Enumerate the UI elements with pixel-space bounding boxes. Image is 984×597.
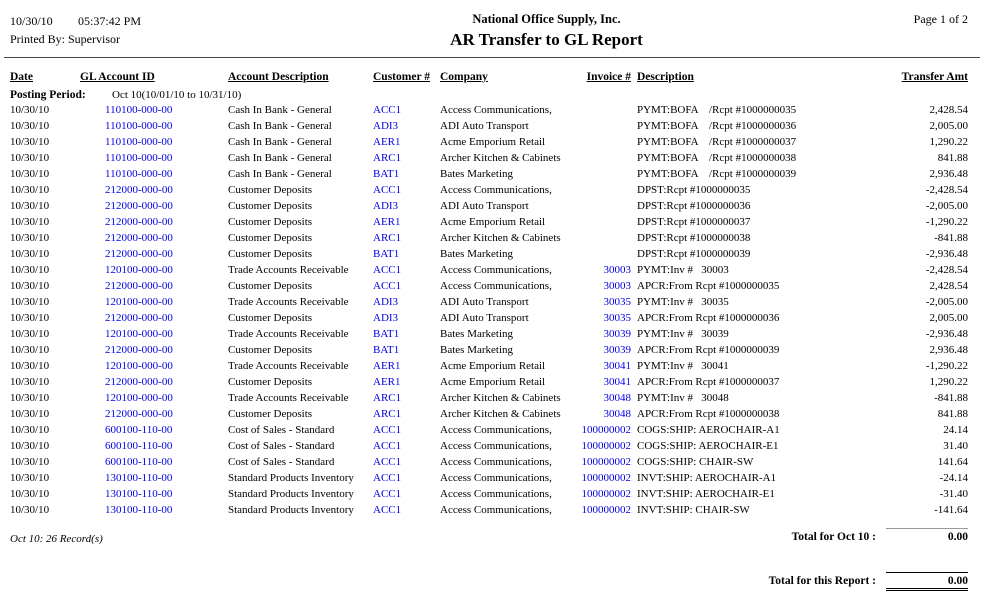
cell-gl-account-id[interactable]: 212000-000-00 [105, 408, 173, 420]
cell-gl-account-id[interactable]: 600100-110-00 [105, 424, 173, 436]
cell-transfer-amt: 2,428.54 [929, 280, 968, 292]
cell-description: DPST:Rcpt #1000000038 [637, 232, 751, 244]
cell-invoice[interactable]: 30039 [603, 328, 631, 340]
cell-gl-account-id[interactable]: 110100-000-00 [105, 152, 173, 164]
cell-invoice [556, 166, 631, 182]
cell-transfer-amt: 2,936.48 [929, 168, 968, 180]
cell-transfer-amt: -2,936.48 [925, 328, 968, 340]
cell-account-description: Trade Accounts Receivable [228, 264, 349, 276]
cell-date: 10/30/10 [10, 216, 50, 228]
cell-transfer-amt: -24.14 [939, 472, 968, 484]
cell-customer[interactable]: BAT1 [373, 168, 400, 180]
cell-description: INVT:SHIP: CHAIR-SW [637, 504, 750, 516]
cell-description: APCR:From Rcpt #1000000036 [637, 312, 780, 324]
cell-company: Access Communications, [440, 488, 552, 500]
table-row [10, 342, 968, 358]
cell-transfer-amt: -841.88 [934, 232, 968, 244]
cell-invoice [556, 246, 631, 262]
cell-invoice[interactable]: 30041 [603, 376, 631, 388]
cell-gl-account-id[interactable]: 212000-000-00 [105, 184, 173, 196]
cell-description: APCR:From Rcpt #1000000038 [637, 408, 780, 420]
cell-customer[interactable]: ACC1 [373, 104, 402, 116]
cell-description: PYMT:Inv # 30003 [637, 264, 729, 276]
cell-customer[interactable]: ADI3 [373, 296, 399, 308]
cell-invoice[interactable]: 30035 [603, 312, 631, 324]
cell-date: 10/30/10 [10, 504, 50, 516]
cell-invoice[interactable]: 30003 [603, 280, 631, 292]
cell-company: ADI Auto Transport [440, 200, 529, 212]
cell-description: DPST:Rcpt #1000000039 [637, 248, 751, 260]
cell-gl-account-id[interactable]: 212000-000-00 [105, 376, 173, 388]
cell-account-description: Customer Deposits [228, 312, 313, 324]
cell-gl-account-id[interactable]: 212000-000-00 [105, 248, 173, 260]
cell-account-description: Cash In Bank - General [228, 104, 332, 116]
report-title: AR Transfer to GL Report [450, 30, 643, 49]
cell-company: Archer Kitchen & Cabinets [440, 392, 561, 404]
column-header-company: Company [440, 71, 488, 83]
cell-account-description: Cash In Bank - General [228, 168, 332, 180]
cell-transfer-amt: 841.88 [937, 152, 968, 164]
table-row [10, 454, 968, 470]
cell-gl-account-id[interactable]: 212000-000-00 [105, 312, 173, 324]
cell-date: 10/30/10 [10, 104, 50, 116]
cell-invoice[interactable]: 100000002 [581, 440, 631, 452]
page-number: Page 1 of 2 [913, 12, 968, 26]
cell-date: 10/30/10 [10, 376, 50, 388]
cell-date: 10/30/10 [10, 472, 50, 484]
cell-customer[interactable]: AER1 [373, 136, 401, 148]
cell-gl-account-id[interactable]: 120100-000-00 [105, 360, 173, 372]
cell-date: 10/30/10 [10, 152, 50, 164]
group-footer [10, 527, 968, 545]
cell-description: PYMT:BOFA /Rcpt #1000000036 [637, 120, 797, 132]
cell-invoice[interactable]: 100000002 [581, 456, 631, 468]
cell-date: 10/30/10 [10, 280, 50, 292]
cell-customer[interactable]: ADI3 [373, 200, 399, 212]
cell-customer[interactable]: ARC1 [373, 232, 402, 244]
cell-invoice [556, 134, 631, 150]
cell-account-description: Trade Accounts Receivable [228, 392, 349, 404]
cell-gl-account-id[interactable]: 600100-110-00 [105, 456, 173, 468]
table-row [10, 166, 968, 182]
table-row [10, 358, 968, 374]
cell-gl-account-id[interactable]: 212000-000-00 [105, 344, 173, 356]
printed-by: Printed By: Supervisor [10, 32, 120, 46]
cell-customer[interactable]: AER1 [373, 376, 401, 388]
table-row [10, 326, 968, 342]
cell-customer[interactable]: ADI3 [373, 120, 399, 132]
cell-transfer-amt: 2,428.54 [929, 104, 968, 116]
cell-customer[interactable]: ACC1 [373, 488, 402, 500]
cell-date: 10/30/10 [10, 344, 50, 356]
table-row [10, 198, 968, 214]
cell-gl-account-id[interactable]: 120100-000-00 [105, 392, 173, 404]
cell-description: PYMT:Inv # 30041 [637, 360, 729, 372]
table-row [10, 502, 968, 518]
cell-date: 10/30/10 [10, 136, 50, 148]
cell-account-description: Customer Deposits [228, 184, 313, 196]
posting-period-value: Oct 10(10/01/10 to 10/31/10) [112, 89, 242, 101]
cell-customer[interactable]: ARC1 [373, 152, 402, 164]
cell-date: 10/30/10 [10, 488, 50, 500]
cell-date: 10/30/10 [10, 408, 50, 420]
cell-transfer-amt: -2,428.54 [925, 264, 968, 276]
cell-date: 10/30/10 [10, 248, 50, 260]
cell-account-description: Cash In Bank - General [228, 152, 332, 164]
column-header-gl-account-id: GL Account ID [80, 71, 155, 83]
table-row [10, 310, 968, 326]
cell-company: Bates Marketing [440, 248, 514, 260]
column-header-customer: Customer # [373, 71, 430, 83]
cell-transfer-amt: -1,290.22 [925, 360, 968, 372]
table-row [10, 470, 968, 486]
group-total-label: Total for Oct 10 : [791, 531, 876, 543]
cell-description: DPST:Rcpt #1000000036 [637, 200, 751, 212]
cell-company: Archer Kitchen & Cabinets [440, 152, 561, 164]
table-row [10, 230, 968, 246]
cell-invoice [556, 182, 631, 198]
cell-company: Access Communications, [440, 504, 552, 516]
cell-customer[interactable]: ADI3 [373, 312, 399, 324]
cell-gl-account-id[interactable]: 110100-000-00 [105, 136, 173, 148]
report-footer [10, 571, 968, 591]
cell-transfer-amt: 2,005.00 [929, 120, 968, 132]
cell-company: Archer Kitchen & Cabinets [440, 232, 561, 244]
cell-description: PYMT:BOFA /Rcpt #1000000038 [637, 152, 797, 164]
cell-account-description: Customer Deposits [228, 376, 313, 388]
cell-description: INVT:SHIP: AEROCHAIR-A1 [637, 472, 777, 484]
cell-customer[interactable]: ACC1 [373, 264, 402, 276]
cell-transfer-amt: -141.64 [934, 504, 968, 516]
cell-company: ADI Auto Transport [440, 296, 529, 308]
report-header-left [10, 12, 245, 48]
cell-company: Access Communications, [440, 264, 552, 276]
cell-gl-account-id[interactable]: 110100-000-00 [105, 104, 173, 116]
cell-date: 10/30/10 [10, 360, 50, 372]
cell-invoice[interactable]: 30048 [603, 408, 631, 420]
cell-transfer-amt: 141.64 [937, 456, 968, 468]
cell-company: Acme Emporium Retail [440, 216, 546, 228]
cell-transfer-amt: 1,290.22 [929, 136, 968, 148]
report-total-label: Total for this Report : [768, 575, 876, 587]
cell-date: 10/30/10 [10, 392, 50, 404]
cell-account-description: Standard Products Inventory [228, 504, 354, 516]
cell-date: 10/30/10 [10, 312, 50, 324]
cell-gl-account-id[interactable]: 600100-110-00 [105, 440, 173, 452]
cell-account-description: Customer Deposits [228, 216, 313, 228]
cell-customer[interactable]: ACC1 [373, 424, 402, 436]
cell-customer[interactable]: ACC1 [373, 504, 402, 516]
cell-account-description: Cost of Sales - Standard [228, 440, 335, 452]
group-total [792, 527, 968, 545]
cell-date: 10/30/10 [10, 440, 50, 452]
cell-transfer-amt: 24.14 [943, 424, 968, 436]
cell-account-description: Standard Products Inventory [228, 472, 354, 484]
cell-date: 10/30/10 [10, 264, 50, 276]
cell-account-description: Customer Deposits [228, 344, 313, 356]
cell-account-description: Trade Accounts Receivable [228, 296, 349, 308]
cell-gl-account-id[interactable]: 212000-000-00 [105, 216, 173, 228]
cell-customer[interactable]: AER1 [373, 216, 401, 228]
cell-invoice [556, 102, 631, 118]
cell-transfer-amt: -2,005.00 [925, 296, 968, 308]
cell-company: Access Communications, [440, 472, 552, 484]
cell-date: 10/30/10 [10, 456, 50, 468]
cell-account-description: Customer Deposits [228, 280, 313, 292]
cell-gl-account-id[interactable]: 212000-000-00 [105, 280, 173, 292]
cell-transfer-amt: -1,290.22 [925, 216, 968, 228]
cell-date: 10/30/10 [10, 184, 50, 196]
cell-description: PYMT:BOFA /Rcpt #1000000039 [637, 168, 797, 180]
cell-description: INVT:SHIP: AEROCHAIR-E1 [637, 488, 775, 500]
cell-transfer-amt: 2,936.48 [929, 344, 968, 356]
column-header-account-description: Account Description [228, 71, 329, 83]
cell-customer[interactable]: ARC1 [373, 408, 402, 420]
cell-gl-account-id[interactable]: 120100-000-00 [105, 264, 173, 276]
cell-company: Acme Emporium Retail [440, 136, 546, 148]
cell-customer[interactable]: BAT1 [373, 328, 400, 340]
table-row [10, 438, 968, 454]
cell-gl-account-id[interactable]: 120100-000-00 [105, 328, 173, 340]
cell-company: Access Communications, [440, 456, 552, 468]
table-row [10, 294, 968, 310]
table-row [10, 486, 968, 502]
table-row [10, 374, 968, 390]
cell-invoice[interactable]: 30048 [603, 392, 631, 404]
cell-description: PYMT:Inv # 30039 [637, 328, 729, 340]
cell-description: PYMT:Inv # 30035 [637, 296, 729, 308]
cell-description: PYMT:Inv # 30048 [637, 392, 729, 404]
report-header [10, 12, 968, 50]
posting-period [10, 88, 968, 102]
cell-description: APCR:From Rcpt #1000000035 [637, 280, 780, 292]
cell-account-description: Cost of Sales - Standard [228, 424, 335, 436]
cell-transfer-amt: 31.40 [943, 440, 968, 452]
cell-company: Access Communications, [440, 104, 552, 116]
cell-account-description: Customer Deposits [228, 232, 313, 244]
table-row [10, 422, 968, 438]
cell-invoice[interactable]: 30041 [603, 360, 631, 372]
transfer-table [10, 71, 968, 518]
cell-company: Acme Emporium Retail [440, 376, 546, 388]
cell-account-description: Trade Accounts Receivable [228, 360, 349, 372]
cell-company: Access Communications, [440, 280, 552, 292]
posting-period-row [10, 88, 968, 102]
cell-date: 10/30/10 [10, 328, 50, 340]
cell-transfer-amt: 2,005.00 [929, 312, 968, 324]
print-date: 10/30/10 [10, 14, 53, 28]
cell-description: PYMT:BOFA /Rcpt #1000000035 [637, 104, 797, 116]
cell-account-description: Trade Accounts Receivable [228, 328, 349, 340]
column-header-date: Date [10, 71, 33, 83]
cell-date: 10/30/10 [10, 424, 50, 436]
cell-gl-account-id[interactable]: 212000-000-00 [105, 232, 173, 244]
cell-gl-account-id[interactable]: 110100-000-00 [105, 168, 173, 180]
table-row [10, 134, 968, 150]
cell-company: Bates Marketing [440, 168, 514, 180]
column-header-invoice: Invoice # [586, 71, 631, 83]
cell-customer[interactable]: BAT1 [373, 344, 400, 356]
table-row [10, 214, 968, 230]
group-total-value: 0.00 [886, 528, 968, 543]
cell-transfer-amt: -2,005.00 [925, 200, 968, 212]
cell-invoice[interactable]: 100000002 [581, 424, 631, 436]
table-row [10, 182, 968, 198]
column-header-row [10, 71, 968, 88]
cell-description: COGS:SHIP: AEROCHAIR-A1 [637, 424, 780, 436]
cell-customer[interactable]: BAT1 [373, 248, 400, 260]
cell-customer[interactable]: ACC1 [373, 440, 402, 452]
cell-company: Access Communications, [440, 424, 552, 436]
table-row [10, 406, 968, 422]
cell-gl-account-id[interactable]: 130100-110-00 [105, 472, 173, 484]
cell-account-description: Cash In Bank - General [228, 136, 332, 148]
print-datetime [10, 12, 245, 30]
table-row [10, 262, 968, 278]
cell-invoice[interactable]: 100000002 [581, 472, 631, 484]
cell-invoice [556, 230, 631, 246]
cell-company: Acme Emporium Retail [440, 360, 546, 372]
cell-date: 10/30/10 [10, 200, 50, 212]
cell-description: COGS:SHIP: CHAIR-SW [637, 456, 754, 468]
company-name: National Office Supply, Inc. [472, 12, 621, 26]
cell-gl-account-id[interactable]: 130100-110-00 [105, 488, 173, 500]
cell-date: 10/30/10 [10, 120, 50, 132]
cell-customer[interactable]: ACC1 [373, 472, 402, 484]
cell-date: 10/30/10 [10, 232, 50, 244]
cell-company: Bates Marketing [440, 328, 514, 340]
table-row [10, 118, 968, 134]
table-row [10, 150, 968, 166]
cell-transfer-amt: -2,428.54 [925, 184, 968, 196]
table-row [10, 278, 968, 294]
header-divider [4, 57, 980, 58]
cell-transfer-amt: 841.88 [937, 408, 968, 420]
record-count: Oct 10: 26 Record(s) [10, 533, 103, 545]
cell-account-description: Customer Deposits [228, 408, 313, 420]
cell-gl-account-id[interactable]: 120100-000-00 [105, 296, 173, 308]
cell-account-description: Customer Deposits [228, 200, 313, 212]
cell-description: APCR:From Rcpt #1000000039 [637, 344, 780, 356]
cell-invoice[interactable]: 30039 [603, 344, 631, 356]
cell-invoice[interactable]: 100000002 [581, 488, 631, 500]
report-total-value: 0.00 [886, 572, 968, 591]
table-row [10, 246, 968, 262]
cell-account-description: Customer Deposits [228, 248, 313, 260]
cell-transfer-amt: -2,936.48 [925, 248, 968, 260]
cell-account-description: Cash In Bank - General [228, 120, 332, 132]
report-header-center [245, 12, 848, 50]
cell-company: Access Communications, [440, 184, 552, 196]
cell-description: DPST:Rcpt #1000000035 [637, 184, 751, 196]
table-row [10, 102, 968, 118]
cell-description: DPST:Rcpt #1000000037 [637, 216, 751, 228]
cell-customer[interactable]: ACC1 [373, 280, 402, 292]
cell-company: Bates Marketing [440, 344, 514, 356]
cell-transfer-amt: -841.88 [934, 392, 968, 404]
cell-invoice[interactable]: 30003 [603, 264, 631, 276]
cell-description: PYMT:BOFA /Rcpt #1000000037 [637, 136, 797, 148]
cell-description: COGS:SHIP: AEROCHAIR-E1 [637, 440, 779, 452]
cell-account-description: Cost of Sales - Standard [228, 456, 335, 468]
cell-customer[interactable]: ACC1 [373, 184, 402, 196]
print-time: 05:37:42 PM [78, 14, 142, 28]
cell-company: ADI Auto Transport [440, 120, 529, 132]
cell-customer[interactable]: ACC1 [373, 456, 402, 468]
cell-invoice [556, 198, 631, 214]
table-row [10, 390, 968, 406]
cell-customer[interactable]: ARC1 [373, 392, 402, 404]
cell-invoice [556, 118, 631, 134]
cell-gl-account-id[interactable]: 212000-000-00 [105, 200, 173, 212]
cell-account-description: Standard Products Inventory [228, 488, 354, 500]
cell-customer[interactable]: AER1 [373, 360, 401, 372]
cell-description: APCR:From Rcpt #1000000037 [637, 376, 780, 388]
cell-invoice[interactable]: 30035 [603, 296, 631, 308]
column-header-transfer-amt: Transfer Amt [901, 71, 968, 83]
cell-invoice[interactable]: 100000002 [581, 504, 631, 516]
cell-gl-account-id[interactable]: 130100-110-00 [105, 504, 173, 516]
cell-invoice [556, 214, 631, 230]
posting-period-label: Posting Period: [10, 89, 86, 101]
column-header-description: Description [637, 71, 694, 83]
cell-transfer-amt: -31.40 [939, 488, 968, 500]
cell-date: 10/30/10 [10, 168, 50, 180]
cell-gl-account-id[interactable]: 110100-000-00 [105, 120, 173, 132]
cell-date: 10/30/10 [10, 296, 50, 308]
cell-company: Access Communications, [440, 440, 552, 452]
cell-company: Archer Kitchen & Cabinets [440, 408, 561, 420]
cell-company: ADI Auto Transport [440, 312, 529, 324]
cell-transfer-amt: 1,290.22 [929, 376, 968, 388]
cell-invoice [556, 150, 631, 166]
